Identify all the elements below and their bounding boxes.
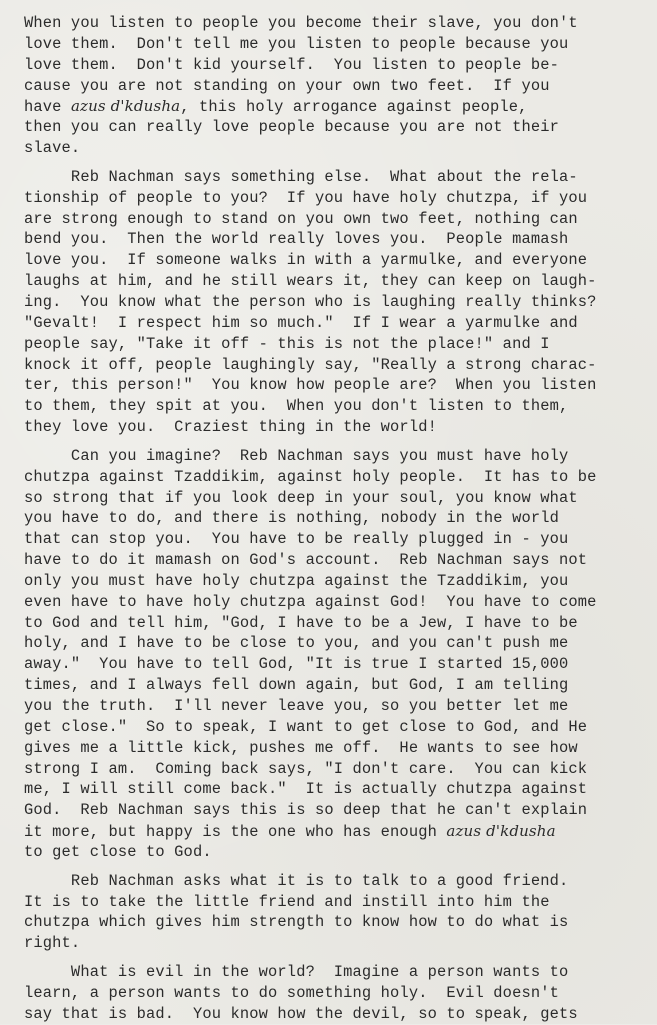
- text-line: When you listen to people you become their slave, you don't: [24, 14, 578, 32]
- text-line: right.: [24, 934, 81, 953]
- text-line: people say, "Take it off - this is not the place!" and I: [24, 334, 550, 353]
- text-line: What is evil in the world? Imagine a person wants to: [24, 963, 569, 982]
- text-line: love them. Don't kid yourself. You listen to people be-: [24, 55, 559, 74]
- text-line: ter, this person!" You know how people are? When you listen: [24, 376, 597, 395]
- text-line: cause you are not standing on your own two feet. If you: [24, 76, 550, 95]
- paragraph: [24, 871, 644, 954]
- body-text: [24, 13, 644, 1025]
- text-line: Reb Nachman says something else. What about the rela-: [24, 167, 578, 186]
- text-line: times, and I always fell down again, but God, I am telling: [24, 676, 569, 695]
- text-line: holy, and I have to be close to you, and you can't push me: [24, 634, 569, 653]
- text-line: only you must have holy chutzpa against the Tzaddikim, you: [24, 571, 569, 590]
- text-run: , this holy arrogance against people,: [180, 98, 528, 117]
- text-line: to get close to God.: [24, 842, 212, 861]
- text-line: Reb Nachman asks what it is to talk to a good friend.: [24, 871, 569, 890]
- text-line: ing. You know what the person who is laughing really thinks?: [24, 292, 597, 311]
- paragraph: [24, 167, 644, 438]
- text-line: chutzpa against Tzaddikim, against holy people. It has to be: [24, 467, 597, 486]
- text-line: knock it off, people laughingly say, "Really a strong charac-: [24, 355, 597, 374]
- paragraph-gap: [24, 438, 644, 446]
- text-line: then you can really love people because you are not their: [24, 118, 559, 137]
- paragraph-gap: [24, 863, 644, 871]
- text-run: it more, but happy is the one who has enough: [24, 823, 447, 842]
- paragraph: [24, 446, 644, 863]
- text-line: It is to take the little friend and instill into him the: [24, 892, 550, 911]
- text-line: that can stop you. You have to be really plugged in - you: [24, 530, 569, 549]
- paragraph: [24, 13, 644, 159]
- text-line: God. Reb Nachman says this is so deep that he can't explain: [24, 801, 588, 820]
- text-run: have: [24, 98, 71, 117]
- paragraph-gap: [24, 159, 644, 167]
- text-line: you have to do, and there is nothing, nobody in the world: [24, 509, 559, 528]
- text-line: away." You have to tell God, "It is true I started 15,000: [24, 655, 569, 674]
- text-line: gives me a little kick, pushes me off. He wants to see how: [24, 738, 578, 757]
- text-line: strong I am. Coming back says, "I don't care. You can kick: [24, 759, 588, 778]
- paragraph-gap: [24, 954, 644, 962]
- text-line: chutzpa which gives him strength to know how to do what is: [24, 913, 569, 932]
- text-line: are strong enough to stand on you own two feet, nothing can: [24, 209, 578, 228]
- text-line: learn, a person wants to do something holy. Evil doesn't: [24, 983, 559, 1002]
- text-line: love them. Don't tell me you listen to people because you: [24, 34, 569, 53]
- hebrew-term: azus d'kdusha: [446, 822, 556, 841]
- text-line: Can you imagine? Reb Nachman says you must have holy: [24, 446, 569, 465]
- text-line: love you. If someone walks in with a yarmulke, and everyone: [24, 251, 588, 270]
- paragraph: [24, 962, 644, 1025]
- text-line: even have to have holy chutzpa against God! You have to come: [24, 592, 597, 611]
- text-line: slave.: [24, 139, 81, 158]
- text-line: to them, they spit at you. When you don't listen to them,: [24, 397, 569, 416]
- text-line: [24, 821, 644, 842]
- text-line: get close." So to speak, I want to get close to God, and He: [24, 717, 588, 736]
- text-line: bend you. Then the world really loves you. People mamash: [24, 230, 569, 249]
- text-line: you the truth. I'll never leave you, so you better let me: [24, 697, 569, 715]
- text-line: have to do it mamash on God's account. Reb Nachman says not: [24, 551, 588, 570]
- text-line: say that is bad. You know how the devil, so to speak, gets: [24, 1004, 578, 1023]
- text-line: so strong that if you look deep in your soul, you know what: [24, 488, 578, 507]
- hebrew-term: azus d'kdusha: [70, 97, 181, 116]
- text-line: tionship of people to you? If you have holy chutzpa, if you: [24, 188, 588, 207]
- text-line: to God and tell him, "God, I have to be a Jew, I have to be: [24, 613, 578, 632]
- text-line: "Gevalt! I respect him so much." If I wear a yarmulke and: [24, 313, 578, 332]
- text-line: [24, 96, 644, 117]
- text-line: laughs at him, and he still wears it, they can keep on laugh-: [24, 272, 597, 291]
- text-line: me, I will still come back." It is actually chutzpa against: [24, 780, 588, 799]
- text-line: they love you. Craziest thing in the world!: [24, 418, 437, 437]
